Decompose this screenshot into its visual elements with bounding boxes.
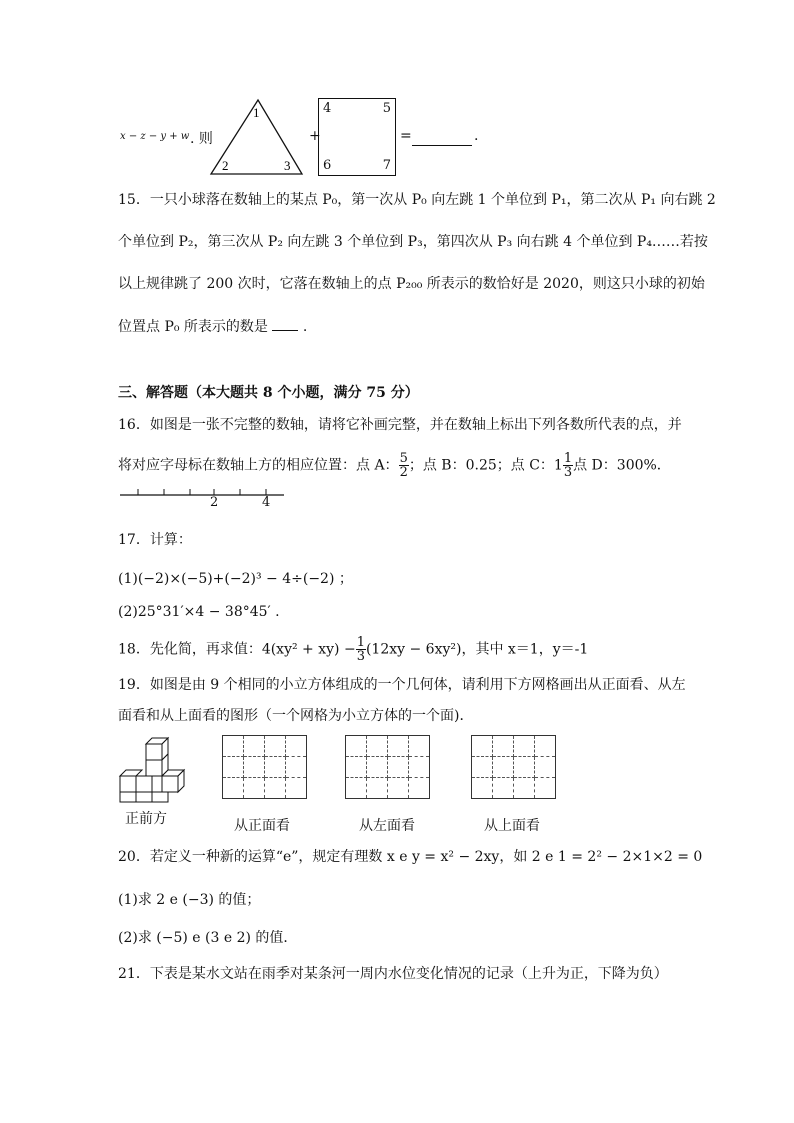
triangle-figure (208, 98, 304, 176)
fraction-c-numerator: 1 (563, 451, 573, 466)
q17-part-2: (2)25°31′×4 − 38°45′ . (118, 604, 280, 620)
grid-left-view[interactable] (345, 735, 430, 799)
q18-fraction-denominator: 3 (356, 649, 365, 664)
q15-line-3: 以上规律跳了 200 次时，它落在数轴上的点 P₂₀₀ 所表示的数恰好是 2020，则这只小球的初始 (118, 276, 705, 292)
q18-fraction-numerator: 1 (356, 635, 365, 650)
caption-front-direction: 正前方 (125, 811, 167, 827)
q17-title: 17．计算： (118, 532, 192, 548)
axis-label-2: 2 (210, 495, 219, 510)
caption-left-view: 从左面看 (359, 818, 415, 834)
q18-text-b: (12xy − 6xy²)，其中 x＝1，y＝-1 (365, 641, 589, 658)
fraction-a (399, 452, 409, 479)
axis-label-4: 4 (262, 495, 271, 510)
q16-line-2-b: ；点 B：0.25；点 C：1 (408, 457, 563, 474)
q15-line-4-end: . (302, 319, 308, 335)
q16-line-2-c: 点 D：300%． (573, 457, 671, 474)
square-number-6: 6 (323, 158, 332, 173)
q15-line-4-text: 位置点 P₀ 所表示的数是 (118, 319, 268, 335)
q19-line-2: 面看和从上面看的图形（一个网格为小立方体的一个面)． (118, 708, 474, 724)
caption-top-view: 从上面看 (484, 818, 540, 834)
q14-then: . 则 (190, 131, 213, 147)
fraction-a-numerator: 5 (399, 451, 408, 466)
q17-part-1: (1)(−2)×(−5)+(−2)³ − 4÷(−2) ； (118, 571, 353, 587)
q21-line-1: 21．下表是某水文站在雨季对某条河一周内水位变化情况的记录（上升为正，下降为负） (118, 966, 668, 982)
q20-part-1: (1)求 2 e (−3) 的值； (118, 892, 261, 908)
section-3-title: 三、解答题（本大题共 8 个小题，满分 75 分） (118, 385, 419, 401)
q15-line-2: 个单位到 P₂，第三次从 P₂ 向左跳 3 个单位到 P₃，第四次从 P₃ 向右跳 4 个单位到 P₄……若按 (118, 234, 708, 250)
square-number-5: 5 (382, 101, 391, 116)
q16-line-2 (118, 452, 671, 479)
q18-line (118, 636, 588, 663)
square-number-4: 4 (323, 101, 332, 116)
fraction-c-denominator: 3 (563, 465, 573, 480)
q14-prefix: x − z − y + w (120, 131, 190, 142)
q14-plus: + (309, 128, 321, 144)
cube-solid-figure (116, 734, 188, 804)
triangle-number-1: 1 (253, 105, 260, 120)
q14-answer-blank[interactable] (412, 131, 472, 146)
q20-part-2: (2)求 (−5) e (3 e 2) 的值． (118, 930, 298, 946)
q20-line-1: 20．若定义一种新的运算“e”，规定有理数 x e y = x² − 2xy，如 2 e 1 = 2² − 2×1×2 = 0 (118, 849, 703, 865)
grid-top-view[interactable] (471, 735, 556, 799)
q19-line-1: 19．如图是由 9 个相同的小立方体组成的一个几何体，请利用下方网格画出从正面看、从左 (118, 677, 686, 693)
fraction-c (563, 452, 573, 479)
fraction-a-denominator: 2 (399, 465, 408, 480)
square-figure (318, 98, 396, 176)
q15-line-1: 15．一只小球落在数轴上的某点 P₀，第一次从 P₀ 向左跳 1 个单位到 P₁，第二次从 P₁ 向右跳 2 (118, 192, 716, 208)
q14-end: . (474, 128, 479, 144)
q14-equals: = (400, 128, 412, 144)
grid-front-view[interactable] (222, 735, 307, 799)
q16-line-2-a: 将对应字母标在数轴上方的相应位置：点 A： (118, 457, 399, 474)
q18-fraction (356, 636, 366, 663)
q15-answer-blank[interactable] (272, 316, 298, 331)
q18-text-a: 18．先化简，再求值：4(xy² + xy) − (118, 641, 356, 658)
caption-front-view: 从正面看 (234, 818, 290, 834)
q15-line-4 (118, 316, 307, 337)
triangle-number-3: 3 (284, 158, 291, 173)
square-number-7: 7 (382, 158, 391, 173)
triangle-number-2: 2 (222, 158, 229, 173)
q16-line-1: 16．如图是一张不完整的数轴，请将它补画完整，并在数轴上标出下列各数所代表的点，并 (118, 417, 682, 433)
